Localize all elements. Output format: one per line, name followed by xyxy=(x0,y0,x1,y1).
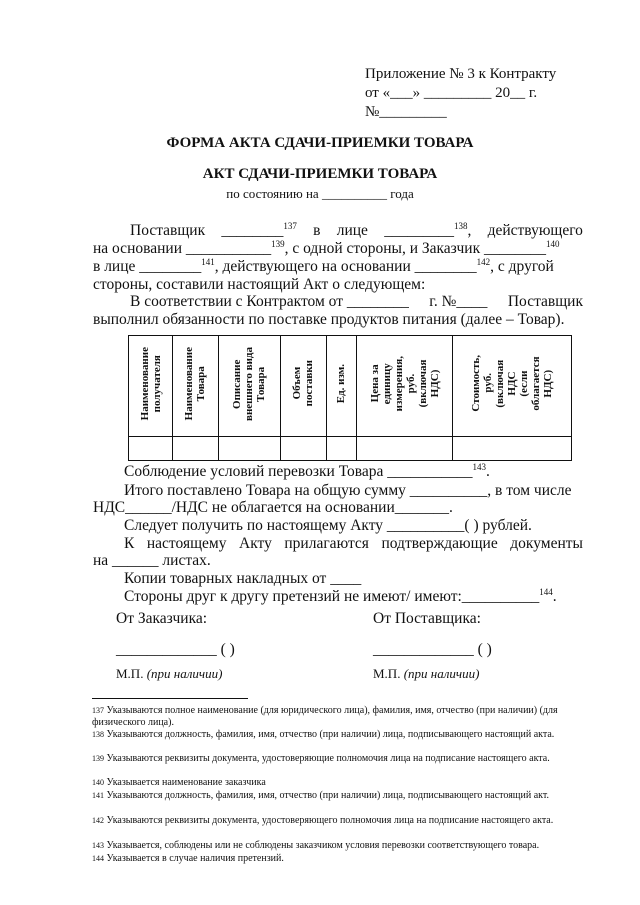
para1-line3: в лице ________$^{141}$, действующего на основании ________$^{142}$, с другой xyxy=(93,257,554,275)
footnote-144: $^{144}$ Указывается в случае наличия претензий. xyxy=(92,853,284,864)
supplier-stamp: М.П. (при наличии) xyxy=(373,666,480,681)
word: лице xyxy=(336,222,368,239)
total-line: Итого поставлено Товара на общую сумму __________, в том числе xyxy=(124,482,572,499)
footnote-ref: 137 xyxy=(283,221,297,231)
table-cell[interactable] xyxy=(173,437,218,461)
word: в xyxy=(313,222,321,239)
attached-line: К настоящему Акту прилагаются подтверждающие документы xyxy=(124,535,583,552)
claims-line: Стороны друг к другу претензий не имеют/ имеют:__________$^{144}$. xyxy=(124,587,557,605)
table-header-cell: Стоимость, руб. (включая НДС (если облагается НДС) xyxy=(453,336,572,437)
transport-line: Соблюдение условий перевозки Товара ___________$^{143}$. xyxy=(124,462,490,480)
footnote-ref: 140 xyxy=(546,239,560,249)
customer-signature[interactable]: _____________ ( ) xyxy=(116,641,235,658)
table-header-cell: Объем поставки xyxy=(280,336,326,437)
table-header-cell: Наименование получателя xyxy=(129,336,173,437)
as-of-date: по состоянию на __________ года xyxy=(226,186,414,201)
form-title: ФОРМА АКТА СДАЧИ-ПРИЕМКИ ТОВАРА xyxy=(166,135,474,151)
sheets-line: на ______ листах. xyxy=(93,552,211,569)
para1-line4: стороны, составили настоящий Акт о следующем: xyxy=(93,276,426,293)
table-header-cell: Наименование Товара xyxy=(173,336,218,437)
table-header-cell: Описание внешнего вида Товара xyxy=(218,336,280,437)
blank: ________$^{137}$ xyxy=(221,221,297,239)
footnote-ref: 138 xyxy=(453,221,468,231)
appendix-title: Приложение № 3 к Контракту xyxy=(365,66,557,82)
para2-line2: выполнил обязанности по поставке продуктов питания (далее – Товар). xyxy=(93,311,565,328)
appendix-number: №_________ xyxy=(365,104,447,120)
table-cell[interactable] xyxy=(453,437,572,461)
appendix-date: от «___» _________ 20__ г. xyxy=(365,85,538,101)
footnote-ref: 141 xyxy=(201,257,215,267)
customer-stamp: М.П. (при наличии) xyxy=(116,666,223,681)
footnote-137: $^{137}$ Указываются полное наименование (для юридического лица), фамилия, имя, отчество (при наличии) (для физического лица). xyxy=(92,705,558,728)
table-header-cell: Ед. изм. xyxy=(326,336,356,437)
to-receive-line: Следует получить по настоящему Акту __________( ) рублей. xyxy=(124,517,532,534)
word: Поставщик xyxy=(130,222,206,239)
blank: _________$^{138}$, xyxy=(384,221,472,239)
table-header-cell: Цена за единицу измерения, руб. (включая НДС) xyxy=(357,336,453,437)
table-cell[interactable] xyxy=(280,437,326,461)
footnote-142: $^{142}$ Указываются реквизиты документа, удостоверяющего полномочия лица на подписание настоящего акта. xyxy=(92,815,554,826)
table-cell[interactable] xyxy=(326,437,356,461)
footnote-ref: 139 xyxy=(271,239,285,249)
para1-line1 xyxy=(93,222,583,239)
footnote-143: $^{143}$ Указывается, соблюдены или не соблюдены заказчиком условия перевозки соответствующего товара. xyxy=(92,840,540,851)
supplier-signature[interactable]: _____________ ( ) xyxy=(373,641,492,658)
para1-line2: на основании ___________$^{139}$, с одной стороны, и Заказчик ________$^{140}$ xyxy=(93,239,560,257)
footnote-140: $^{140}$ Указывается наименование заказчика xyxy=(92,777,266,788)
word: действующего xyxy=(487,222,583,239)
table-cell[interactable] xyxy=(218,437,280,461)
para2-line1: В соответствии с Контрактом от ________ г. №____ Поставщик xyxy=(130,293,583,310)
footnote-ref: 144 xyxy=(539,587,553,597)
table-cell[interactable] xyxy=(357,437,453,461)
table-header-row xyxy=(129,336,572,437)
supplier-label: От Поставщика: xyxy=(373,610,481,627)
footnote-ref: 142 xyxy=(476,257,491,267)
goods-table xyxy=(128,335,572,461)
footnote-138: $^{138}$ Указываются должность, фамилия, имя, отчество (при наличии) лица, подписывающего настоящий акта. xyxy=(92,729,555,740)
footnote-separator xyxy=(92,698,248,699)
table-row xyxy=(129,437,572,461)
table-cell[interactable] xyxy=(129,437,173,461)
copies-line: Копии товарных накладных от ____ xyxy=(124,570,362,587)
act-title: АКТ СДАЧИ-ПРИЕМКИ ТОВАРА xyxy=(202,166,438,182)
footnote-141: $^{141}$ Указываются должность, фамилия, имя, отчество (при наличии) лица, подписывающего настоящий акт. xyxy=(92,790,549,801)
vat-line: НДС______/НДС не облагается на основании_______. xyxy=(93,499,453,516)
footnote-139: $^{139}$ Указываются реквизиты документа, удостоверяющие полномочия лица на подписание настоящего акта. xyxy=(92,753,550,764)
customer-label: От Заказчика: xyxy=(116,610,208,627)
footnote-ref: 143 xyxy=(472,462,487,472)
